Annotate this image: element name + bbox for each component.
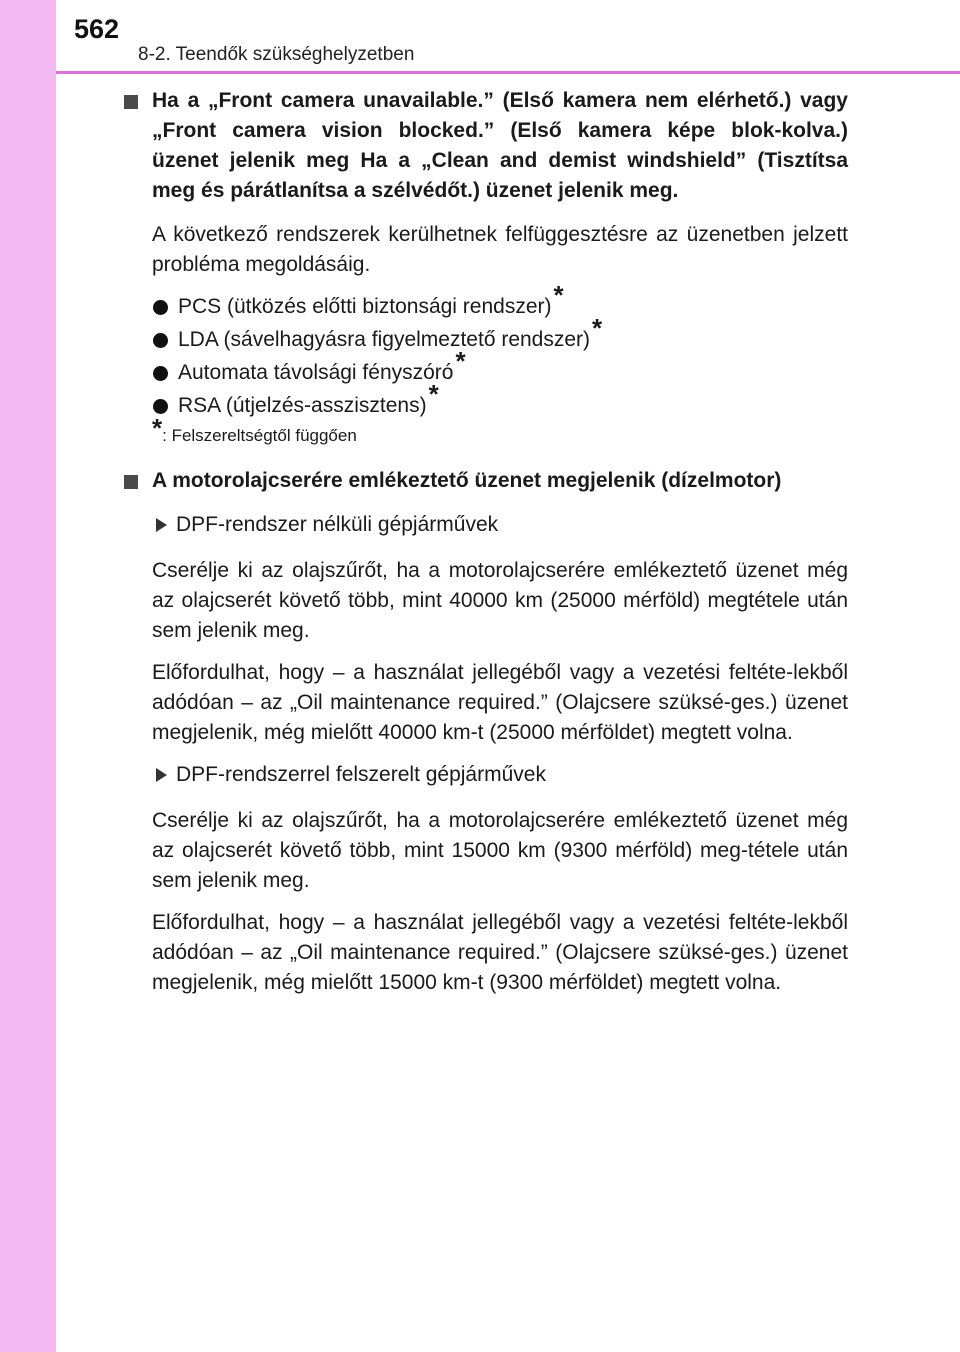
subheading-text: DPF-rendszer nélküli gépjárművek	[176, 513, 499, 536]
intro-paragraph: A következő rendszerek kerülhetnek felfüggesztésre az üzenetben jelzett probléma megoldásáig.	[152, 223, 848, 276]
list-item-text: RSA (útjelzés-asszisztens)	[178, 394, 427, 417]
asterisk-mark: *	[152, 413, 163, 443]
bullet-dot-icon	[153, 366, 168, 381]
page-number: 562	[74, 14, 120, 44]
page-content	[124, 86, 848, 1010]
header-divider	[56, 71, 960, 74]
paragraph: Cserélje ki az olajszűrőt, ha a motorolajcserére emlékeztető üzenet még az olajcserét követő több, mint 40000 km (25000 mérföld) megtétele után sem jelenik meg.	[152, 559, 848, 642]
list-item	[124, 313, 848, 355]
list-item	[124, 346, 848, 388]
bullet-dot-icon	[153, 399, 168, 414]
list-item	[124, 280, 848, 322]
asterisk-mark: *	[553, 280, 564, 310]
subheading-with-dpf	[124, 760, 848, 790]
bullet-dot-icon	[153, 333, 168, 348]
triangle-bullet-icon	[156, 768, 167, 782]
paragraph: Előfordulhat, hogy – a használat jellegéből vagy a vezetési feltéte-lekből adódóan – az „Oil maintenance required.” (Olajcsere szüksé-ges.) üzenet megjelenik, még mielőtt 40000 km-t (25000 mérföldet) megtett volna.	[152, 661, 848, 744]
list-item	[124, 379, 848, 421]
heading-text: Ha a „Front camera unavailable.” (Első kamera nem elérhető.) vagy „Front camera vision blocked.” (Első kamera képe blok-kolva.) üzenet jelenik meg Ha a „Clean and demist windshield” (Tisztítsa meg és párátlanítsa a szélvédőt.) üzenet jelenik meg.	[152, 89, 848, 202]
subheading-text: DPF-rendszerrel felszerelt gépjárművek	[176, 763, 546, 786]
paragraph: Cserélje ki az olajszűrőt, ha a motorolajcserére emlékeztető üzenet még az olajcserét követő több, mint 15000 km (9300 mérföld) meg-tétele után sem jelenik meg.	[152, 809, 848, 892]
footnote	[124, 413, 848, 448]
section-title: 8-2. Teendők szükséghelyzetben	[138, 44, 415, 65]
asterisk-mark: *	[592, 313, 603, 343]
section-heading-camera	[124, 86, 848, 206]
square-bullet-icon	[124, 95, 138, 109]
square-bullet-icon	[124, 475, 138, 489]
asterisk-mark: *	[455, 346, 466, 376]
list-item-text: Automata távolsági fényszóró	[178, 361, 454, 384]
asterisk-mark: *	[428, 379, 439, 409]
list-item-text: LDA (sávelhagyásra figyelmeztető rendszer)	[178, 328, 591, 351]
triangle-bullet-icon	[156, 518, 167, 532]
footnote-text: : Felszereltségtől függően	[162, 426, 357, 445]
subheading-without-dpf	[124, 510, 848, 540]
side-tab-bar	[0, 0, 56, 1352]
list-item-text: PCS (ütközés előtti biztonsági rendszer)	[178, 295, 552, 318]
section-heading-oil-reminder	[124, 466, 848, 496]
heading-text: A motorolajcserére emlékeztető üzenet megjelenik (dízelmotor)	[152, 469, 782, 492]
bullet-dot-icon	[153, 300, 168, 315]
paragraph: Előfordulhat, hogy – a használat jellegéből vagy a vezetési feltéte-lekből adódóan – az „Oil maintenance required.” (Olajcsere szüksé-ges.) üzenet megjelenik, még mielőtt 15000 km-t (9300 mérföldet) megtett volna.	[152, 911, 848, 994]
